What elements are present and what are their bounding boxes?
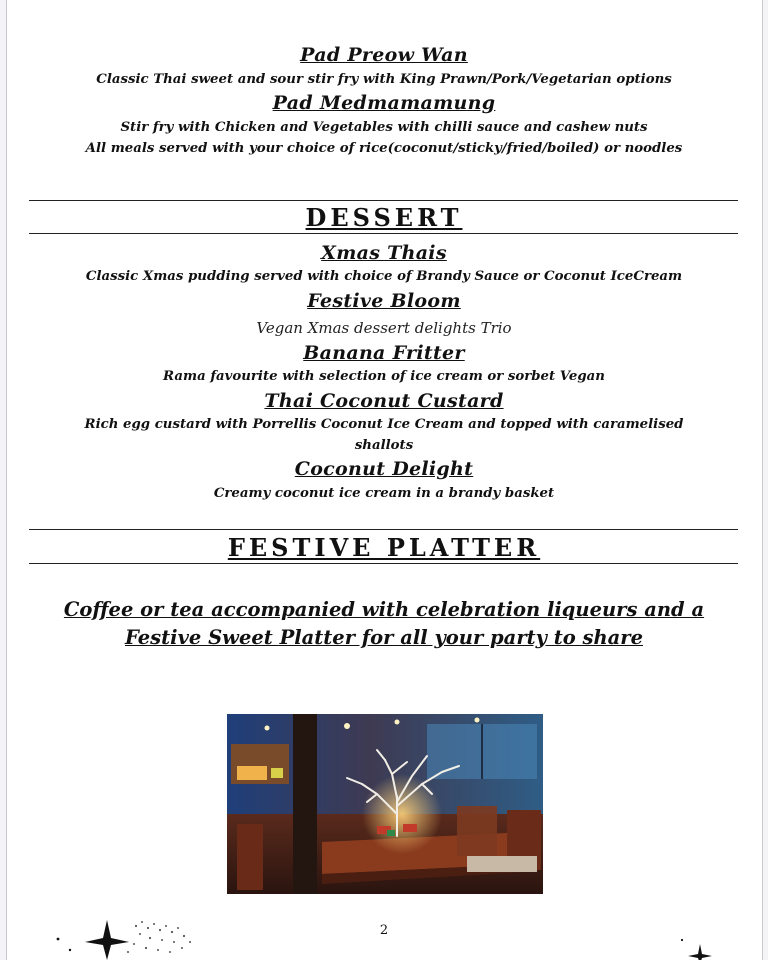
section-divider-top [29, 200, 738, 201]
dish-title-xmas-thais: Xmas Thais [321, 242, 447, 264]
restaurant-photo [227, 714, 543, 894]
page-number: 2 [379, 923, 389, 938]
dish-title-pad-preow-wan: Pad Preow Wan [300, 44, 468, 66]
dish-title-pad-medmamamung: Pad Medmamamung [272, 92, 496, 114]
mains-note: All meals served with your choice of rice(coconut/sticky/fried/boiled) or noodles [85, 141, 683, 156]
dish-desc-festive-bloom: Vegan Xmas dessert delights Trio [256, 319, 512, 337]
sparkle-decoration-icon [672, 934, 720, 960]
dish-title-thai-coconut-custard: Thai Coconut Custard [264, 390, 504, 412]
dish-desc-banana-fritter: Rama favourite with selection of ice cream or sorbet Vegan [163, 369, 605, 384]
dish-desc-pad-preow-wan: Classic Thai sweet and sour stir fry with King Prawn/Pork/Vegetarian options [96, 72, 672, 87]
dish-title-coconut-delight: Coconut Delight [294, 458, 474, 480]
dish-desc-pad-medmamamung: Stir fry with Chicken and Vegetables with chilli sauce and cashew nuts [120, 120, 648, 135]
dish-desc-thai-coconut-custard-cont: shallots [354, 438, 414, 453]
platter-description-line1: Coffee or tea accompanied with celebration liqueurs and a [63, 598, 705, 621]
section-divider-bottom [29, 563, 738, 564]
section-heading-dessert: DESSERT [305, 203, 463, 232]
sparkle-decoration-icon [50, 912, 200, 960]
dish-title-banana-fritter: Banana Fritter [303, 342, 465, 364]
dish-desc-thai-coconut-custard: Rich egg custard with Porrellis Coconut Ice Cream and topped with caramelised [84, 417, 684, 432]
dish-desc-xmas-thais: Classic Xmas pudding served with choice of Brandy Sauce or Coconut IceCream [85, 269, 683, 284]
dish-desc-coconut-delight: Creamy coconut ice cream in a brandy basket [213, 486, 555, 501]
platter-description-line2: Festive Sweet Platter for all your party to share [125, 626, 643, 649]
section-divider-bottom [29, 233, 738, 234]
section-heading-festive-platter: FESTIVE PLATTER [227, 533, 541, 562]
dish-title-festive-bloom: Festive Bloom [307, 290, 461, 312]
section-divider-top [29, 529, 738, 530]
